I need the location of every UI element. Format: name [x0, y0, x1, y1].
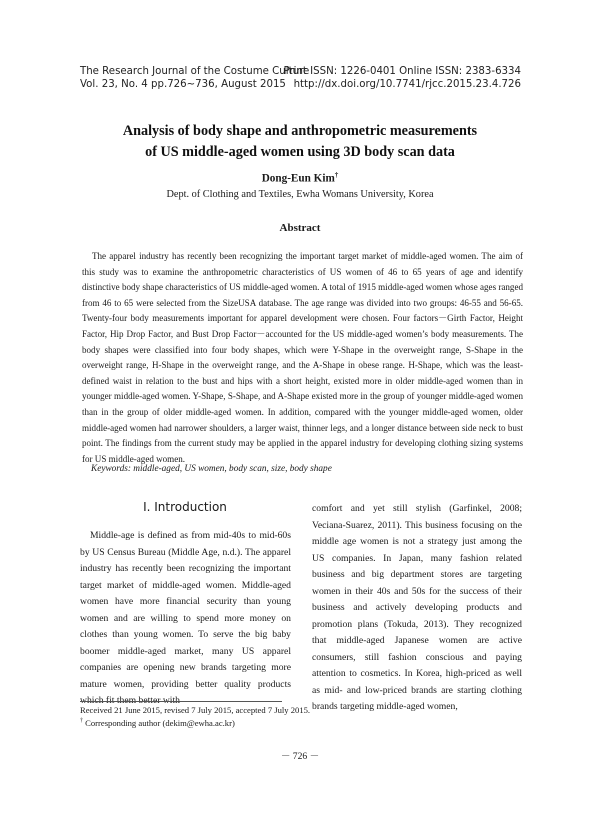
paper-title	[60, 121, 540, 163]
keywords: Keywords: middle-aged, US women, body scan, size, body shape	[91, 464, 332, 474]
journal-name: The Research Journal of the Costume Culture	[80, 66, 310, 77]
author-dagger: †	[334, 171, 339, 179]
intro-right-column: comfort and yet still stylish (Garfinkel, 2008; Veciana-Suarez, 2011). This business focusing on the middle age women is not a strategy just among the US companies. In Japan, many fashion related business and big department stores are targeting women in their 40s and 50s for the success of their business and actively developing products and promotion plans (Tokuda, 2013). They recognized that middle-aged Japanese women are active consumers, still fashion conscious and paying attention to cosmetics. In Korea, high-priced as well as mid- and low-priced brands are starting clothing brands targeting middle-aged women,	[312, 503, 522, 712]
journal-header-right	[283, 66, 521, 91]
affiliation: Dept. of Clothing and Textiles, Ewha Womans University, Korea	[166, 189, 434, 200]
corresponding-author: Corresponding author (dekim@ewha.ac.kr)	[83, 717, 235, 728]
journal-header-left	[80, 66, 309, 91]
section-heading-introduction: I. Introduction	[143, 500, 227, 514]
footnote-corresponding	[80, 716, 235, 729]
doi-link[interactable]: http://dx.doi.org/10.7741/rjcc.2015.23.4.726	[293, 78, 521, 90]
author-line	[60, 171, 540, 185]
title-line-1: Analysis of body shape and anthropometric measurements	[122, 123, 478, 139]
title-line-2: of US middle-aged women using 3D body scan data	[145, 144, 455, 160]
issn: Print ISSN: 1226-0401 Online ISSN: 2383-6334	[283, 66, 521, 77]
abstract-text: The apparel industry has recently been recognizing the important target market of middle-aged women. The aim of this study was to examine the anthropometric characteristics of US women of 46 to 65 years of age and identify distinctive body shape characteristics of US middle-aged women. A total of 1915 middle-aged women whose ages ranged from 46 to 65 were selected from the SizeUSA database. The age range was divided into two groups: 46-55 and 56-65. Twenty-four body measurements important for apparel development were chosen. Four factors－Girth Factor, Height Factor, Hip Drop Factor, and Bust Drop Factor－accounted for the US middle-aged women’s body measurements. The body shapes were classified into four body shapes, which were Y-Shape in the overweight range, S-Shape in the overweight range, H-Shape in the overweight range, and the A-Shape in obese range. H-Shape, which was the least-defined waist in relation to the bust and hips with a short height, existed more in older middle-aged women than in younger middle-aged women. Y-Shape, S-Shape, and A-Shape existed more in the group of younger middle-aged women than in the group of older middle-aged women. In addition, compared with the younger middle-aged women, older middle-aged women had narrower shoulders, a larger waist, thinner legs, and a longer distance between side neck to bust point. The findings from the current study may be applied in the apparel industry for developing clothing sizing systems for US middle-aged women.	[82, 251, 523, 464]
volume-info: Vol. 23, No. 4 pp.726~736, August 2015	[80, 78, 286, 90]
abstract-heading: Abstract	[279, 222, 321, 234]
intro-left-column: Middle-age is defined as from mid-40s to mid-60s by US Census Bureau (Middle Age, n.d.). The apparel industry has recently been recognizing the important target market of middle-aged women. Middle-aged women have more financial security than young women and are willing to spend more money on clothes than young women. To serve the big baby boomer middle-aged market, many US apparel companies are opening new brands targeting more mature women, providing better quality products which fit them better with	[80, 530, 291, 706]
footnote-divider	[80, 701, 282, 702]
page-number: － 726 －	[280, 751, 320, 762]
footnote-received: Received 21 June 2015, revised 7 July 2015, accepted 7 July 2015.	[80, 705, 311, 715]
author-name: Dong-Eun Kim	[261, 172, 335, 185]
footnote-dagger: †	[80, 718, 83, 724]
